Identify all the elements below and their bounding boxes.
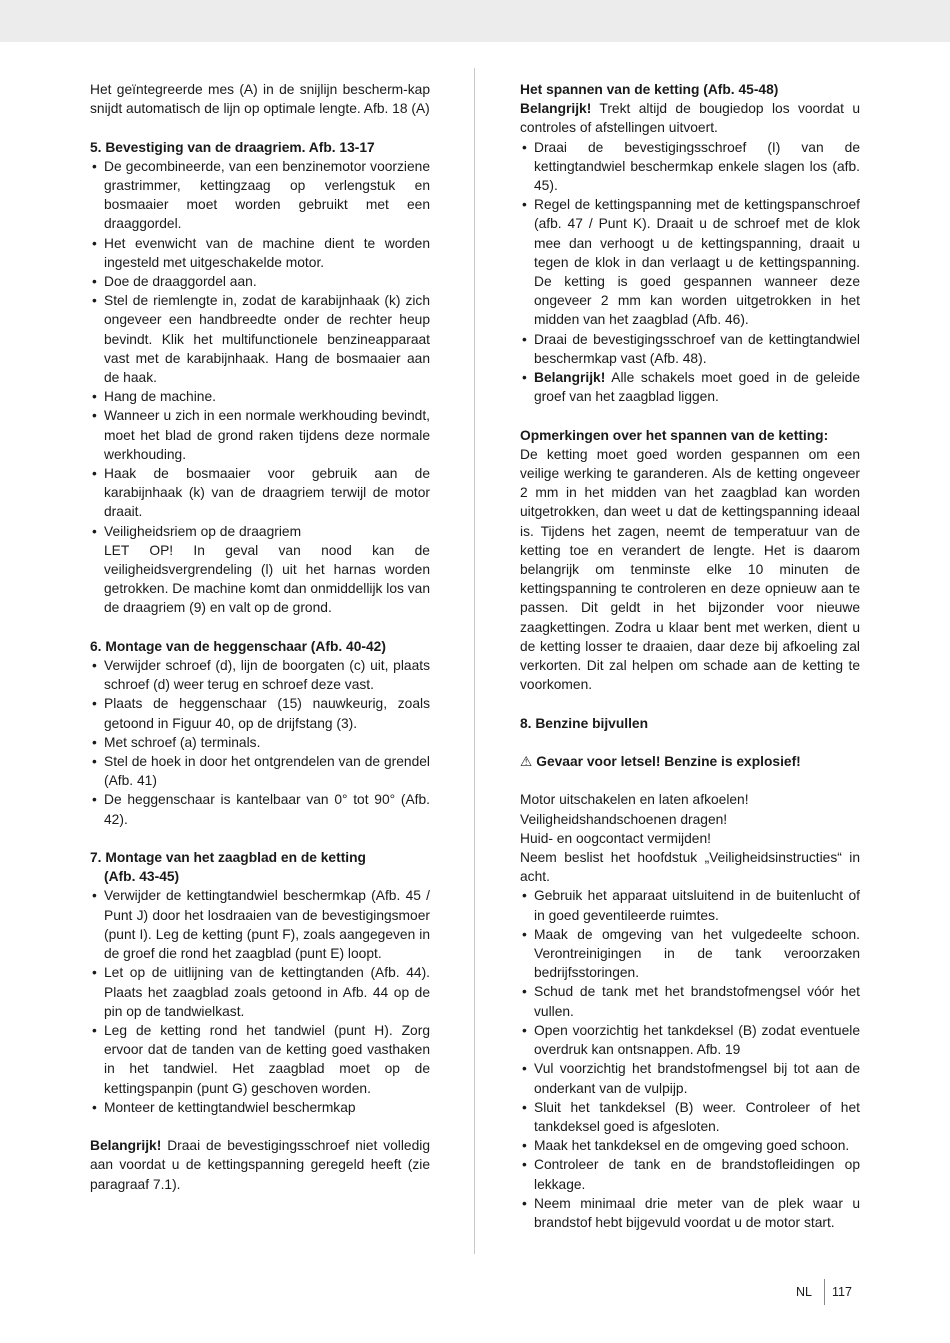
section-5-heading: 5. Bevestiging van de draagriem. Afb. 13-17 [90,139,375,155]
list-item: • De gecombineerde, van een benzinemotor voorziene grastrimmer, kettingzaag op verlengstuk en bosmaaier moet worden gebruikt met een draaggordel. [90,157,430,234]
list-item: • Draai de bevestigingsschroef van de kettingtandwiel beschermkap vast (Afb. 48). [520,330,860,368]
list-item: • Het evenwicht van de machine dient te worden ingesteld met uitgeschakelde motor. [90,234,430,272]
section-7-important-note [90,1136,430,1194]
list-item: • Draai de bevestigingsschroef (I) van de kettingtandwiel beschermkap enkele slagen los (afb. 45). [520,138,860,196]
section-7-list [90,886,430,1116]
section-5-list [90,157,430,618]
remarks-heading: Opmerkingen over het spannen van de ketting: [520,427,829,443]
list-item: • Wanneer u zich in een normale werkhouding bevindt, moet het blad de grond raken tijdens deze normale werkhouding. [90,406,430,464]
list-item: • Vul voorzichtig het brandstofmengsel bij tot aan de onderkant van de vulpijp. [520,1059,860,1097]
list-item: • Monteer de kettingtandwiel beschermkap [90,1098,430,1117]
column-divider [474,68,475,1254]
list-item: • Met schroef (a) terminals. [90,733,430,752]
list-item: • Gebruik het apparaat uitsluitend in de buitenlucht of in goed geventileerde ruimtes. [520,886,860,924]
section-7-heading: 7. Montage van het zaagblad en de ketting [90,850,366,866]
list-item: • Maak het tankdeksel en de omgeving goed schoon. [520,1136,860,1155]
safety-strap-item: Veiligheidsriem op de draagriem [104,523,302,539]
footer-separator [824,1279,825,1305]
page-footer [780,1283,870,1301]
list-item: • Open voorzichtig het tankdeksel (B) zodat eventuele overdruk kan ontsnappen. Afb. 19 [520,1021,860,1059]
safety-line: Huid- en oogcontact vermijden! [520,830,711,846]
section-7-heading-figures: (Afb. 43-45) [104,869,180,885]
list-item: • De heggenschaar is kantelbaar van 0° tot 90° (Afb. 42). [90,790,430,828]
important-text: Trekt altijd de bougiedop los voordat u controles of afstellingen uitvoert. [520,101,860,136]
safety-instructions-notice: Neem beslist het hoofdstuk „Veiligheidsinstructies“ in acht. [520,850,860,885]
important-label: Belangrijk! [520,101,592,117]
list-item: • Let op de uitlijning van de kettingtanden (Afb. 44). Plaats het zaagblad zoals getoond in Afb. 44 op de pin op de tandwielkast. [90,963,430,1021]
page-number: 117 [832,1285,852,1299]
chain-tension-important [520,99,860,137]
list-item: • Verwijder de kettingtandwiel beschermkap (Afb. 45 / Punt J) door het losdraaien van de bevestigingsmoer (punt I). Leg de ketting (punt F), zoals aangegeven in de groef die rond het zaagblad (punt E) loopt. [90,886,430,963]
list-item: • Verwijder schroef (d), lijn de boorgaten (c) uit, plaats schroef (d) weer terug en schroef deze vast. [90,656,430,694]
left-column [90,80,430,1194]
list-item: • Neem minimaal drie meter van de plek waar u brandstof hebt bijgevuld voordat u de motor start. [520,1194,860,1232]
language-code: NL [796,1285,812,1299]
list-item: • Stel de hoek in door het ontgrendelen van de grendel (Afb. 41) [90,752,430,790]
important-text: Draai de bevestigingsschroef niet volledig aan voordat u de kettingspanning geregeld heeft (zie paragraaf 7.1). [90,1138,430,1192]
remarks-paragraph: De ketting moet goed worden gespannen om een veilige werking te garanderen. Als de ketting ongeveer 2 mm in het midden van het zaagblad kan worden uitgetrokken, dan weet u dat de kettingspanning ideaal is. Tijdens het zagen, neemt de temperatuur van de ketting toe en verandert de lengte. Het is daarom belangrijk om tenminste elke 10 minuten de kettingspanning te controleren en deze opnieuw aan te passen. Dit geldt in het bijzonder voor nieuwe zaagkettingen. Zodra u klaar bent met werken, dient u de ketting losser te draaien, daar deze bij afkoeling zal verkorten. Dit zal helpen om schade aan de ketting te voorkomen. [520,446,860,693]
right-column [520,80,860,1232]
section-6-heading: 6. Montage van de heggenschaar (Afb. 40-42) [90,638,386,654]
top-header-bar [0,0,950,42]
safety-release-note: LET OP! In geval van nood kan de veiligheidsvergrendeling (l) uit het harnas worden getrokken. De machine komt dan onmiddellijk los van de draagriem (9) en valt op de grond. [104,542,430,616]
list-item: • Stel de riemlengte in, zodat de karabijnhaak (k) zich ongeveer een handbreedte onder de rechter heup bevindt. Klik het multifunctionele benzineapparaat vast met de karabijnhaak. Hang de bosmaaier aan de haak. [90,291,430,387]
section-8-heading: 8. Benzine bijvullen [520,715,649,731]
warning-text: Gevaar voor letsel! Benzine is explosief! [536,754,801,770]
chain-tension-heading: Het spannen van de ketting (Afb. 45-48) [520,82,779,97]
list-item: • Haak de bosmaaier voor gebruik aan de karabijnhaak (k) van de draagriem terwijl de motor draait. [90,464,430,522]
list-item [520,368,860,406]
safety-line: Motor uitschakelen en laten afkoelen! [520,792,749,808]
refuel-list [520,886,860,1232]
list-item: • Sluit het tankdeksel (B) weer. Controleer of het tankdeksel goed is afgesloten. [520,1098,860,1136]
list-item: • Controleer de tank en de brandstofleidingen op lekkage. [520,1155,860,1193]
list-item: • Regel de kettingspanning met de kettingspanschroef (afb. 47 / Punt K). Draait u de schroef met de klok mee dan verhoogt u de kettingspanning, draait u tegen de klok in dan verlaagt u de kettingspanning. De ketting is goed gespannen wanneer deze ongeveer 2 mm kan worden uitgetrokken in het midden van het zaagblad (Afb. 46). [520,195,860,329]
list-item: • Hang de machine. [90,387,430,406]
important-text: Alle schakels moet goed in de geleide groef van het zaagblad liggen. [534,370,860,405]
list-item [90,522,430,618]
list-item: • Maak de omgeving van het vulgedeelte schoon. Verontreinigingen in de tank veroorzaken bedrijfsstoringen. [520,925,860,983]
important-label: Belangrijk! [534,370,606,386]
list-item: • Doe de draaggordel aan. [90,272,430,291]
intro-paragraph: Het geïntegreerde mes (A) in de snijlijn bescherm-kap snijdt automatisch de lijn op optimale lengte. Afb. 18 (A) [90,82,430,117]
section-6-list [90,656,430,829]
list-item: • Schud de tank met het brandstofmengsel vóór het vullen. [520,982,860,1020]
chain-tension-list [520,138,860,407]
safety-line: Veiligheidshandschoenen dragen! [520,811,728,827]
list-item: • Leg de ketting rond het tandwiel (punt H). Zorg ervoor dat de tanden van de ketting goed vasthaken in het tandwiel. Het zaagblad moet op de kettingspanpin (punt G) geschoven worden. [90,1021,430,1098]
warning-triangle-icon: ⚠ [520,754,533,770]
warning-heading [520,752,860,771]
important-label: Belangrijk! [90,1138,162,1154]
list-item: • Plaats de heggenschaar (15) nauwkeurig, zoals getoond in Figuur 40, op de drijfstang (3). [90,694,430,732]
